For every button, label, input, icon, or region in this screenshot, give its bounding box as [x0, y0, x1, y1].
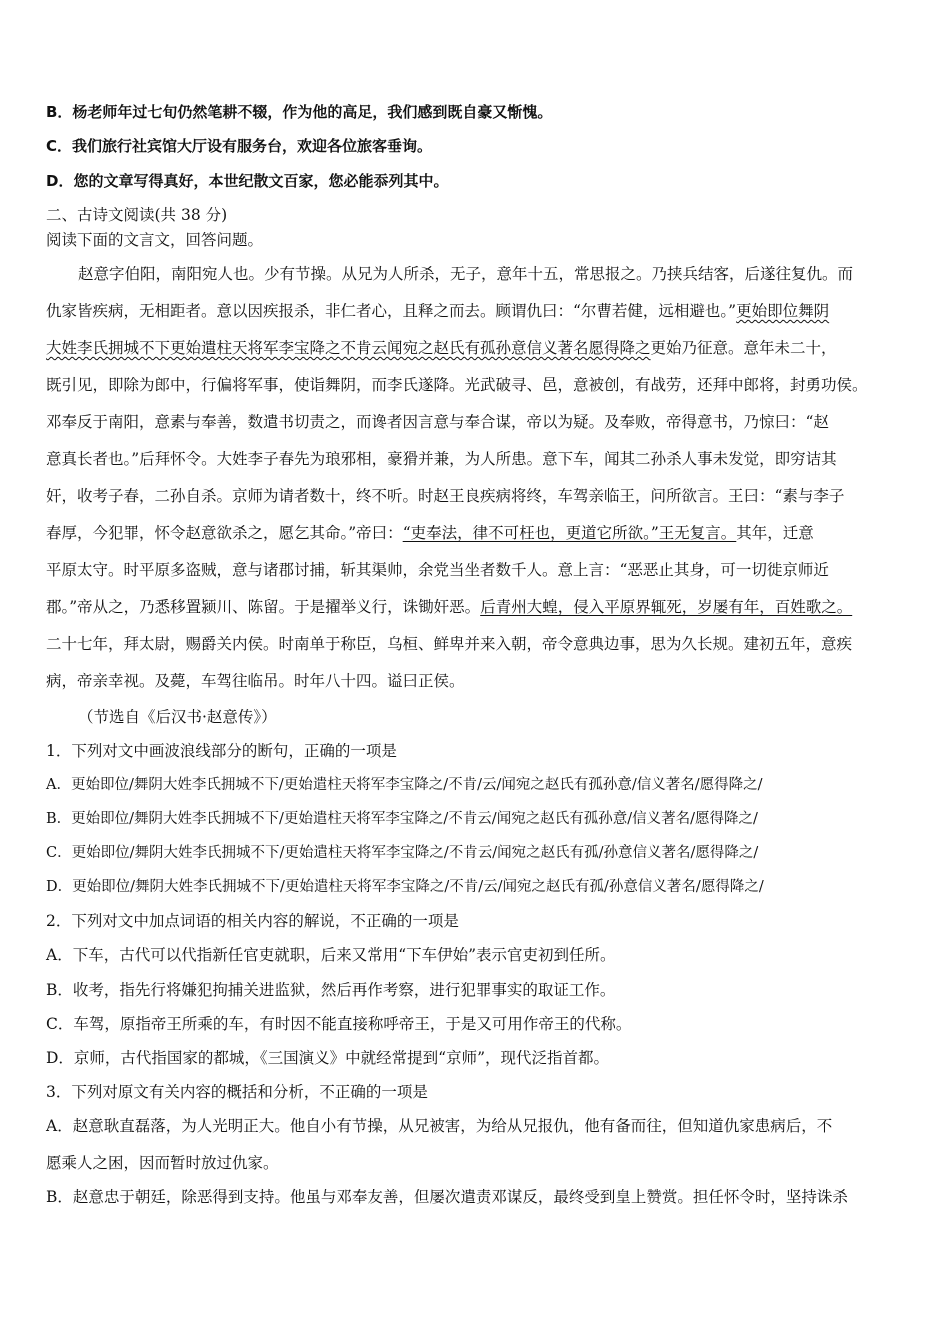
passage-text: 仇家皆疾病，无相距者。意以因疾报杀，非仁者心，且释之而去。顾谓仇曰：“尔曹若健，远相避也。” — [46, 302, 737, 320]
passage-text: 更始乃征意。意年未二十， — [650, 339, 837, 357]
question-1-option-b: B．更始即位/舞阴大姓李氏拥城不下/更始遣柱天将军李宝降之/不肯云/闻宛之赵氏有孤孙意/信义著名/愿得降之/ — [46, 811, 758, 827]
passage-text: 春厚，今犯罪，怀令赵意欲杀之，愿乞其命。”帝曰： — [46, 524, 403, 542]
question-2-option-b: B．收考，指先行将嫌犯拘捕关进监狱，然后再作考察，进行犯罪事实的取证工作。 — [46, 981, 616, 999]
question-2-stem: 2．下列对文中加点词语的相关内容的解说，不正确的一项是 — [46, 912, 459, 930]
passage-line-9: 平原太守。时平原多盗贼，意与诸郡讨捕，斩其渠帅，余党当坐者数千人。意上言：“恶恶止其身，可一切徙京师近 — [46, 561, 829, 579]
question-3-option-b-line-1: B．赵意忠于朝廷，除恶得到支持。他虽与邓奉友善，但屡次遣责邓谋反，最终受到皇上赞赏。担任怀令时，坚持诛杀 — [46, 1188, 848, 1206]
passage-line-10 — [46, 597, 852, 617]
passage-line-5: 邓奉反于南阳，意素与奉善，数遣书切责之，而谗者因言意与奉合谋，帝以为疑。及奉败，帝得意书，乃惊曰：“赵 — [46, 413, 829, 431]
underlined-text: “吏奉法，律不可枉也，更道它所欲。”王无复言。 — [402, 524, 737, 542]
passage-line-2 — [46, 301, 829, 321]
question-1-option-a: A．更始即位/舞阴大姓李氏拥城不下/更始遣柱天将军李宝降之/不肯/云/闻宛之赵氏有孤孙意/信义著名/愿得降之/ — [46, 777, 763, 793]
question-1-option-d: D．更始即位/舞阴大姓李氏拥城不下/更始遣柱天将军李宝降之/不肯/云/闻宛之赵氏有孤/孙意信义著名/愿得降之/ — [46, 879, 764, 895]
passage-line-4: 既引见，即除为郎中，行偏将军事，使诣舞阴，而李氏遂降。光武破寻、邑，意被创，有战劳，还拜中郎将，封勇功侯。 — [46, 376, 868, 394]
passage-line-7: 奸，收考子春，二孙自杀。京师为请者数十，终不听。时赵王良疾病将终，车驾亲临王，问所欲言。王曰：“素与李子 — [46, 487, 845, 505]
question-3-option-a-line-1: A．赵意耿直磊落，为人光明正大。他自小有节操，从兄被害，为给从兄报仇，他有备而往，但知道仇家患病后，不 — [46, 1117, 833, 1135]
question-3-stem: 3．下列对原文有关内容的概括和分析，不正确的一项是 — [46, 1083, 428, 1101]
underlined-text: 后青州大蝗，侵入平原界辄死，岁屡有年，百姓歌之。 — [480, 598, 853, 616]
question-3-option-a-line-2: 愿乘人之困，因而暂时放过仇家。 — [46, 1154, 279, 1172]
passage-line-1: 赵意字伯阳，南阳宛人也。少有节操。从兄为人所杀，无子，意年十五，常思报之。乃挟兵结客，后遂往复仇。而 — [78, 265, 854, 283]
option-c-top: C．我们旅行社宾馆大厅设有服务台，欢迎各位旅客垂询。 — [46, 137, 433, 155]
question-2-option-c: C．车驾，原指帝王所乘的车，有时因不能直接称呼帝王，于是又可用作帝王的代称。 — [46, 1015, 632, 1033]
passage-line-3 — [46, 338, 837, 358]
section-title: 二、古诗文阅读(共 38 分) — [46, 206, 228, 224]
passage-line-11: 二十七年，拜太尉，赐爵关内侯。时南单于称臣，乌桓、鲜卑并来入朝，帝令意典边事，思为久长规。建初五年，意疾 — [46, 635, 853, 653]
passage-text: 郡。”帝从之，乃悉移置颍川、陈留。于是擢举义行，诛锄奸恶。 — [46, 598, 481, 616]
passage-source: （节选自《后汉书·赵意传》） — [78, 708, 277, 726]
question-1-option-c: C．更始即位/舞阴大姓李氏拥城不下/更始遣柱天将军李宝降之/不肯云/闻宛之赵氏有孤/孙意信义著名/愿得降之/ — [46, 845, 759, 861]
passage-line-8 — [46, 523, 814, 543]
option-d-top: D．您的文章写得真好，本世纪散文百家，您必能忝列其中。 — [46, 172, 449, 190]
question-2-option-a: A．下车，古代可以代指新任官吏就职，后来又常用“下车伊始”表示官吏初到任所。 — [46, 946, 616, 964]
passage-text: 其年，迁意 — [736, 524, 814, 542]
passage-line-6: 意真长者也。”后拜怀令。大姓李子春先为琅邪相，豪猾并兼，为人所患。意下车，闻其二孙杀人事未发觉，即穷诘其 — [46, 450, 837, 468]
option-b-top: B．杨老师年过七旬仍然笔耕不辍，作为他的高足，我们感到既自豪又惭愧。 — [46, 103, 553, 121]
passage-line-12: 病，帝亲幸视。及薨，车驾往临吊。时年八十四。谥曰正侯。 — [46, 672, 465, 690]
instruction: 阅读下面的文言文，回答问题。 — [46, 231, 264, 249]
wavy-underlined-text: 大姓李氏拥城不下更始遣柱天将军李宝降之不肯云闻宛之赵氏有孤孙意信义著名愿得降之 — [46, 339, 651, 357]
question-2-option-d: D．京师，古代指国家的都城，《三国演义》中就经常提到“京师”，现代泛指首都。 — [46, 1049, 610, 1067]
question-1-stem: 1．下列对文中画波浪线部分的断句，正确的一项是 — [46, 742, 397, 760]
wavy-underlined-text: 更始即位舞阴 — [736, 302, 830, 320]
